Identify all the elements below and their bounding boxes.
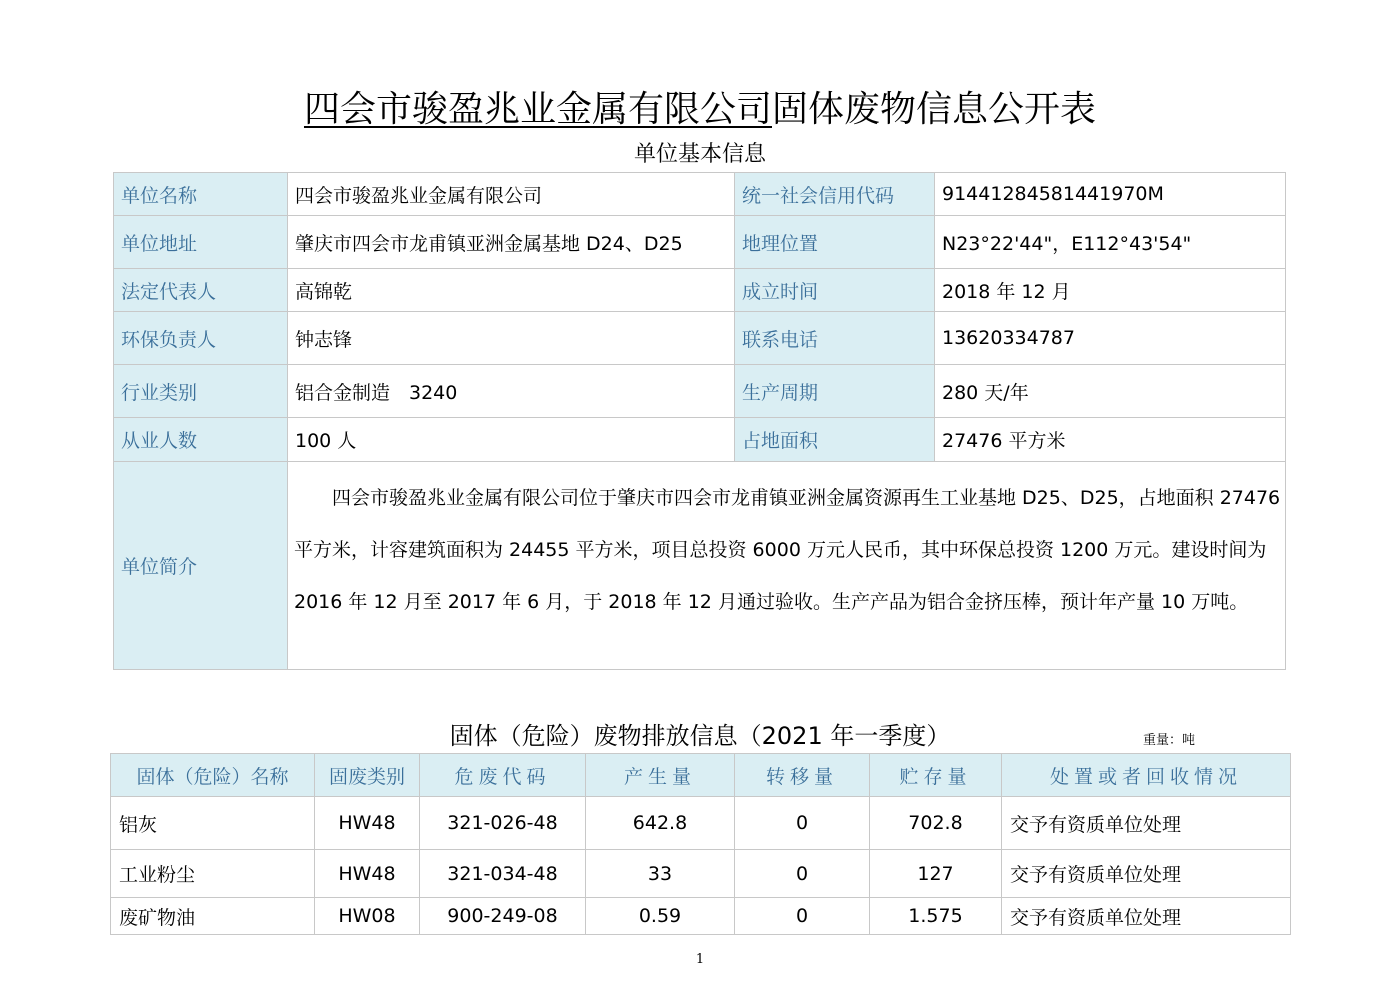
- waste-disposal: 交予有资质单位处理: [1002, 898, 1291, 935]
- waste-produced: 642.8: [586, 797, 735, 850]
- waste-category: HW08: [315, 898, 420, 935]
- info-row: [114, 365, 1286, 418]
- waste-stored: 127: [870, 850, 1002, 898]
- section-title-basic-info: 单位基本信息: [633, 142, 766, 167]
- company-name-underlined: 四会市骏盈兆业金属有限公司: [303, 89, 772, 130]
- info-label: 单位地址: [114, 216, 288, 269]
- waste-section-title: 固体（危险）废物排放信息（2021 年一季度）: [449, 722, 951, 750]
- intro-row: [114, 462, 1286, 670]
- info-value: 钟志锋: [288, 312, 735, 365]
- info-value: N23°22'44"，E112°43'54": [935, 216, 1286, 269]
- col-header-produced: 产生量: [586, 754, 735, 797]
- info-value: 高锦乾: [288, 269, 735, 312]
- table-row: [111, 850, 1291, 898]
- waste-name: 工业粉尘: [111, 850, 315, 898]
- waste-name: 铝灰: [111, 797, 315, 850]
- info-label: 统一社会信用代码: [735, 173, 935, 216]
- info-value: 肇庆市四会市龙甫镇亚洲金属基地 D24、D25: [288, 216, 735, 269]
- intro-label: 单位简介: [114, 462, 288, 670]
- info-label: 联系电话: [735, 312, 935, 365]
- waste-discharge-table: [110, 753, 1291, 935]
- info-value: 27476 平方米: [935, 418, 1286, 462]
- company-introduction: 四会市骏盈兆业金属有限公司位于肇庆市四会市龙甫镇亚洲金属资源再生工业基地 D25、D25，占地面积 27476 平方米，计容建筑面积为 24455 平方米，项目总投资 6000 万元人民币，其中环保总投资 1200 万元。建设时间为 2016 年 12 月至 2017 年 6 月，于 2018 年 12 月通过验收。生产产品为铝合金挤压棒，预计年产量 10 万吨。: [288, 462, 1286, 670]
- waste-category: HW48: [315, 850, 420, 898]
- waste-transferred: 0: [735, 797, 870, 850]
- info-value: 2018 年 12 月: [935, 269, 1286, 312]
- waste-name: 废矿物油: [111, 898, 315, 935]
- info-label: 从业人数: [114, 418, 288, 462]
- info-label: 单位名称: [114, 173, 288, 216]
- info-label: 法定代表人: [114, 269, 288, 312]
- info-value: 13620334787: [935, 312, 1286, 365]
- table-row: [111, 797, 1291, 850]
- info-label: 行业类别: [114, 365, 288, 418]
- info-row: [114, 312, 1286, 365]
- title-suffix: 固体废物信息公开表: [772, 89, 1097, 130]
- table-header-row: [111, 754, 1291, 797]
- info-label: 成立时间: [735, 269, 935, 312]
- waste-stored: 1.575: [870, 898, 1002, 935]
- weight-unit-note: 重量：吨: [1143, 733, 1196, 748]
- info-value: 铝合金制造 3240: [288, 365, 735, 418]
- info-label: 生产周期: [735, 365, 935, 418]
- info-label: 占地面积: [735, 418, 935, 462]
- info-value: 四会市骏盈兆业金属有限公司: [288, 173, 735, 216]
- info-row: [114, 173, 1286, 216]
- info-value: 91441284581441970M: [935, 173, 1286, 216]
- waste-category: HW48: [315, 797, 420, 850]
- document-title: [0, 88, 1400, 132]
- basic-info-table: [113, 172, 1286, 670]
- col-header-category: 固废类别: [315, 754, 420, 797]
- info-value: 100 人: [288, 418, 735, 462]
- waste-produced: 33: [586, 850, 735, 898]
- info-row: [114, 269, 1286, 312]
- table-row: [111, 898, 1291, 935]
- info-row: [114, 418, 1286, 462]
- info-value: 280 天/年: [935, 365, 1286, 418]
- info-label: 地理位置: [735, 216, 935, 269]
- col-header-transferred: 转移量: [735, 754, 870, 797]
- waste-disposal: 交予有资质单位处理: [1002, 850, 1291, 898]
- info-label: 环保负责人: [114, 312, 288, 365]
- page-number: 1: [695, 952, 705, 967]
- info-row: [114, 216, 1286, 269]
- waste-code: 900-249-08: [420, 898, 586, 935]
- waste-disposal: 交予有资质单位处理: [1002, 797, 1291, 850]
- waste-transferred: 0: [735, 850, 870, 898]
- waste-stored: 702.8: [870, 797, 1002, 850]
- waste-transferred: 0: [735, 898, 870, 935]
- col-header-code: 危废代码: [420, 754, 586, 797]
- col-header-disposal: 处置或者回收情况: [1002, 754, 1291, 797]
- col-header-name: 固体（危险）名称: [111, 754, 315, 797]
- waste-code: 321-034-48: [420, 850, 586, 898]
- waste-code: 321-026-48: [420, 797, 586, 850]
- col-header-stored: 贮存量: [870, 754, 1002, 797]
- waste-produced: 0.59: [586, 898, 735, 935]
